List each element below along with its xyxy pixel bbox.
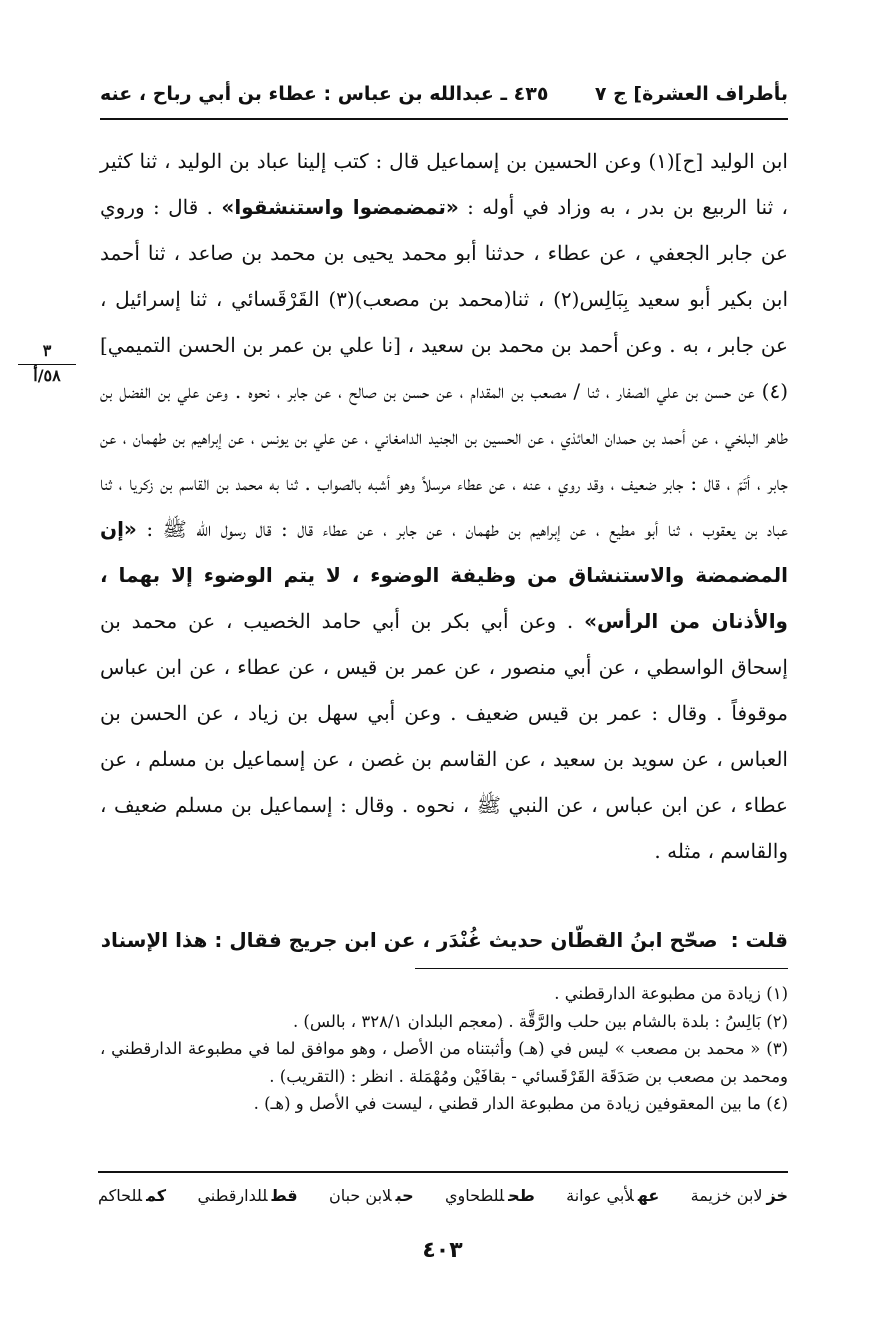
footnote: (٣) « محمد بن مصعب » ليس في (هـ) وأثبتناه من الأصل ، وهو موافق لما في مطبوعة الدارقطني ، ومحمد بن مصعب بن صَدَقَة القَرْقَسائي - بقافَيْن ومُهْمَلة . انظر : (التقريب) . [100,1039,788,1086]
running-header [100,74,788,114]
legend-item [98,1186,166,1205]
hadith-title: ٤٣٥ ـ عبدالله بن عباس : عطاء بن أبي رباح ، عنه [100,83,549,105]
main-text [100,138,788,874]
quoted-hadith: «تمضمضوا واستنشقوا» [221,195,459,219]
author-comment [100,928,788,952]
legend-rule [98,1171,788,1173]
comment-text: صحّح ابنُ القطّان حديث غُنْدَر ، عن ابن جريج فقال : هذا الإسناد [100,928,718,952]
text-segment: ابن الوليد [ح](١) وعن الحسين بن إسماعيل قال : كتب إلينا عباد بن الوليد ، ثنا كثير ، ثنا الربيع بن بدر ، به وزاد في أوله : [100,149,788,219]
legend-abbr: حب [395,1185,414,1205]
legend-item [197,1186,297,1205]
quoted-hadith: «إن المضمضة والاستنشاق من وظيفة الوضوء ، لا يتم الوضوء إلا بهما ، والأذنان من الرأس» [100,517,788,633]
text-segment: . وعن أبي بكر بن أبي حامد الخصيب ، عن محمد بن إسحاق الواسطي ، عن أبي منصور ، عن عمر بن قيس ، عن عطاء ، عن ابن عباس موقوفاً . وقال : عمر بن قيس ضعيف . وعن أبي سهل بن زياد ، عن الحسن بن العباس ، عن سويد بن سعيد ، عن القاسم بن غصن ، عن إسماعيل بن مسلم ، عن عطاء ، عن ابن عباس ، عن النبي ﷺ ، نحوه . وقال : إسماعيل بن مسلم ضعيف ، والقاسم ، مثله . [100,609,788,863]
legend-item [566,1186,659,1205]
legend-item [329,1186,414,1205]
text-segment: . قال : وروي عن جابر الجعفي ، عن عطاء ، حدثنا أبو محمد يحيى بن محمد بن صاعد ، ثنا أحمد ابن بكير أبو سعيد بِبَالِس(٢) ، ثنا(محمد بن مصعب)(٣) القَرْقَسائي ، ثنا إسرائيل ، عن جابر ، به . وعن أحمد بن محمد بن سعيد ، [نا علي بن عمر بن الحسن التميمي](٤) عن حسن بن علي الصفار ، ثنا / مصعب بن المقدام ، عن حسن بن صالح ، عن جابر ، نحوه . وعن علي بن الفضل بن طاهر البلخي ، عن أحمد بن حمدان العائذي ، عن الحسين بن الجنيد الدامغاني ، عن علي بن يونس ، عن إبراهيم بن طهمان ، عن جابر ، أتَمّ ، قال : جابر ضعيف ، وقد روي ، عنه ، عن عطاء مرسلاً وهو أشبه بالصواب . ثنا به محمد بن القاسم بن زكريا ، ثنا عباد بن يعقوب ، ثنا أبو مطيع ، عن إبراهيم بن طهمان ، عن جابر ، عن عطاء قال : قال رسول الله ﷺ : [100,195,788,541]
legend-abbr: عه [637,1185,660,1205]
legend-text: للدارقطني [197,1185,268,1205]
page-number: ٤٠٣ [422,1238,463,1263]
manuscript-folio-note [18,340,76,387]
legend-abbr: قط [271,1185,298,1205]
legend-text: للطحاوي [444,1185,505,1205]
comment-lead: قلت : [730,928,788,952]
main-paragraph [100,138,788,874]
manuscript-folio: ٥٨/أ [33,366,61,385]
legend-text: لابن حبان [328,1185,392,1205]
running-title: بأطراف العشرة] ج ٧ [594,83,788,105]
legend-abbr: خز [766,1185,788,1205]
footnote: (٤) ما بين المعقوفين زيادة من مطبوعة الدار قطني ، ليست في الأصل و (هـ) . [253,1094,788,1113]
manuscript-volume: ٣ [18,340,76,365]
footnote: (١) زيادة من مطبوعة الدارقطني . [554,984,788,1003]
header-rule [100,118,788,120]
abbreviation-legend [98,1178,788,1212]
footnote: (٢) بَالِسُ : بلدة بالشام بين حلب والرَّقَّة . (معجم البلدان ٣٢٨/١ ، بالس) . [292,1011,788,1031]
legend-abbr: طح [508,1185,535,1205]
legend-abbr: كم [146,1185,167,1205]
footnote-rule [415,968,788,969]
footnotes [100,980,788,1118]
legend-text: لأبي عوانة [566,1185,634,1205]
legend-item [691,1186,788,1205]
legend-text: للحاكم [98,1185,143,1205]
legend-text: لابن خزيمة [690,1185,763,1205]
legend-item [445,1186,535,1205]
